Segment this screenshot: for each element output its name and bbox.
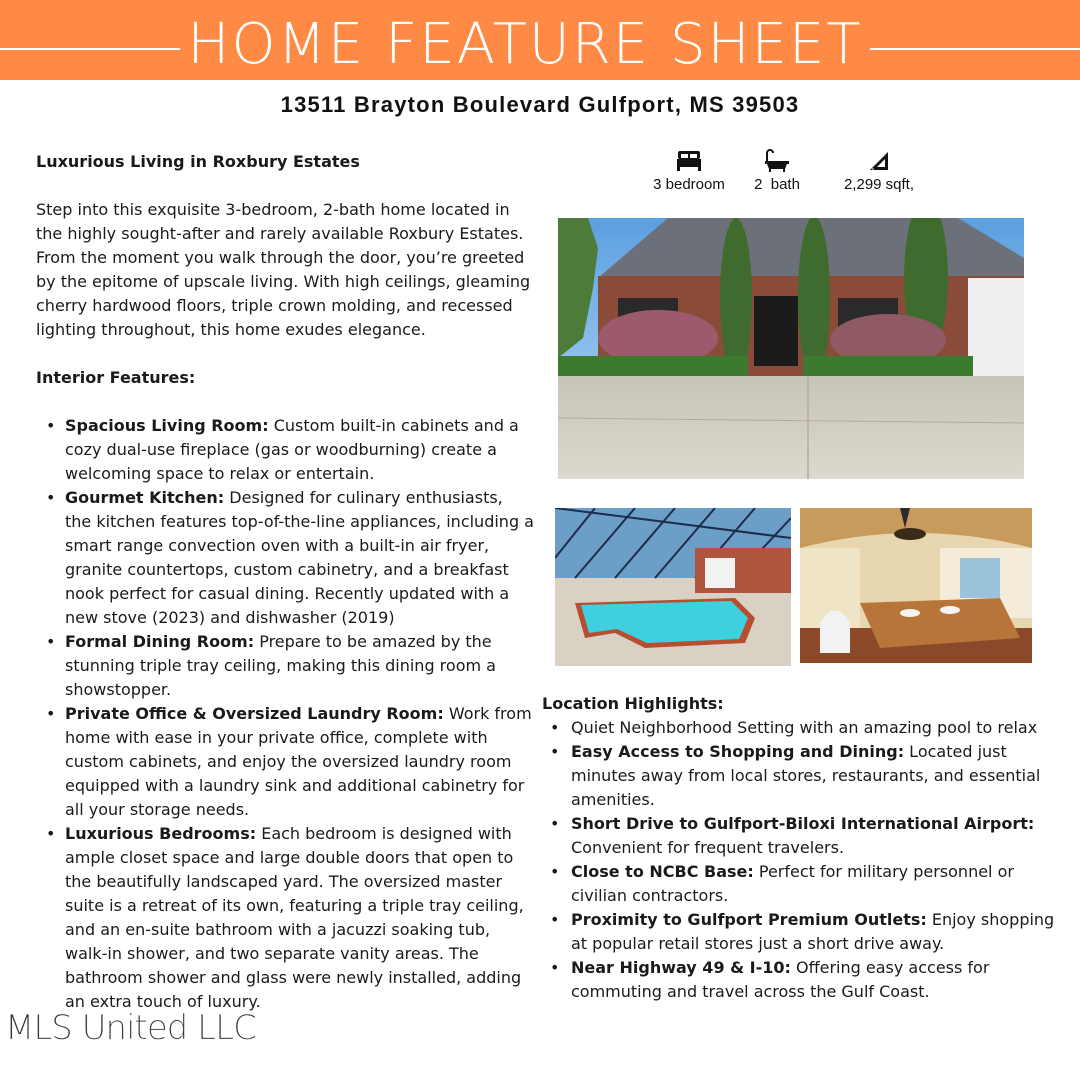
list-item	[542, 860, 1062, 908]
banner-divider-left	[0, 48, 180, 50]
feature-text: Each bedroom is designed with ample closet space and large double doors that open to the beautifully landscaped yard. The oversized master suite is a retreat of its own, featuring a triple tray ceiling, and an en-suite bathroom with a jacuzzi soaking tub, walk-in shower, and two separate vanity areas. The bathroom shower and glass were newly installed, adding an extra touch of luxury.	[65, 824, 524, 1011]
location-heading: Location Highlights:	[542, 694, 724, 713]
feature-text: Designed for culinary enthusiasts, the kitchen features top-of-the-line appliances, including a smart range convection oven with a built-in air fryer, granite countertops, custom cabinetry, and a breakfast nook perfect for casual dining. Recently updated with a new stove (2023) and dishwasher (2019)	[65, 488, 534, 627]
location-column	[542, 692, 1062, 1004]
feature-text: Prepare to be amazed by the stunning triple tray ceiling, making this dining room a showstopper.	[65, 632, 496, 699]
list-item	[542, 908, 1062, 956]
set-square-icon	[865, 148, 893, 174]
feature-text: Work from home with ease in your private office, complete with custom cabinets, and enjoy the oversized laundry room equipped with a laundry sink and additional cabinetry for all your storage needs.	[65, 704, 532, 819]
intro-heading: Luxurious Living in Roxbury Estates	[36, 152, 360, 171]
bathtub-icon	[763, 148, 791, 174]
feature-text: Custom built-in cabinets and a cozy dual-use fireplace (gas or woodburning) create a welcoming space to relax or entertain.	[65, 416, 519, 483]
interior-heading: Interior Features:	[36, 368, 196, 387]
location-text: Quiet Neighborhood Setting with an amazing pool to relax	[571, 718, 1038, 737]
location-text: Perfect for military personnel or civilian contractors.	[571, 862, 1014, 905]
feature-title: Spacious Living Room:	[65, 416, 269, 435]
feature-title: Gourmet Kitchen:	[65, 488, 225, 507]
property-stats	[620, 148, 960, 200]
location-text: Enjoy shopping at popular retail stores just a short drive away.	[571, 910, 1055, 953]
description-column	[36, 150, 534, 1014]
feature-title: Private Office & Oversized Laundry Room:	[65, 704, 444, 723]
mls-watermark: MLS United LLC	[5, 1008, 256, 1048]
feature-title: Formal Dining Room:	[65, 632, 255, 651]
bed-icon	[675, 148, 703, 174]
location-title: Near Highway 49 & I-10:	[571, 958, 791, 977]
bedrooms-label: 3 bedroom	[653, 176, 725, 193]
list-item	[36, 486, 534, 630]
property-address: 13511 Brayton Boulevard Gulfport, MS 39503	[280, 92, 800, 117]
dining-room-photo	[800, 508, 1032, 663]
banner-divider-right	[870, 48, 1080, 50]
feature-title: Luxurious Bedrooms:	[65, 824, 257, 843]
location-title: Easy Access to Shopping and Dining:	[571, 742, 905, 761]
bathrooms-label: 2 bath	[754, 176, 800, 193]
location-text: Convenient for frequent travelers.	[571, 838, 845, 857]
exterior-photo	[558, 218, 1024, 479]
intro-paragraph: Step into this exquisite 3-bedroom, 2-bath home located in the highly sought-after and rarely available Roxbury Estates. From the moment you walk through the door, you’re greeted by the epitome of upscale living. With high ceilings, gleaming cherry hardwood floors, triple crown molding, and recessed lighting throughout, this home exudes elegance.	[36, 200, 531, 339]
list-item	[542, 716, 1062, 740]
location-text: Located just minutes away from local stores, restaurants, and essential amenities.	[571, 742, 1041, 809]
pool-photo	[555, 508, 791, 666]
header-banner	[0, 0, 1080, 80]
location-text: Offering easy access for commuting and travel across the Gulf Coast.	[571, 958, 990, 1001]
list-item	[542, 956, 1062, 1004]
stat-bathrooms	[722, 148, 832, 193]
list-item	[36, 822, 534, 1014]
list-item	[36, 630, 534, 702]
location-title: Proximity to Gulfport Premium Outlets:	[571, 910, 927, 929]
list-item	[36, 414, 534, 486]
stat-square-footage	[824, 148, 934, 193]
square-footage-label: 2,299 sqft,	[843, 176, 915, 193]
location-title: Close to NCBC Base:	[571, 862, 754, 881]
list-item	[542, 740, 1062, 812]
page-title: HOME FEATURE SHEET	[187, 12, 863, 77]
list-item	[36, 702, 534, 822]
location-title: Short Drive to Gulfport-Biloxi International Airport:	[571, 814, 1035, 833]
interior-features-list	[36, 414, 534, 1014]
location-highlights-list	[542, 716, 1062, 1004]
list-item	[542, 812, 1062, 860]
